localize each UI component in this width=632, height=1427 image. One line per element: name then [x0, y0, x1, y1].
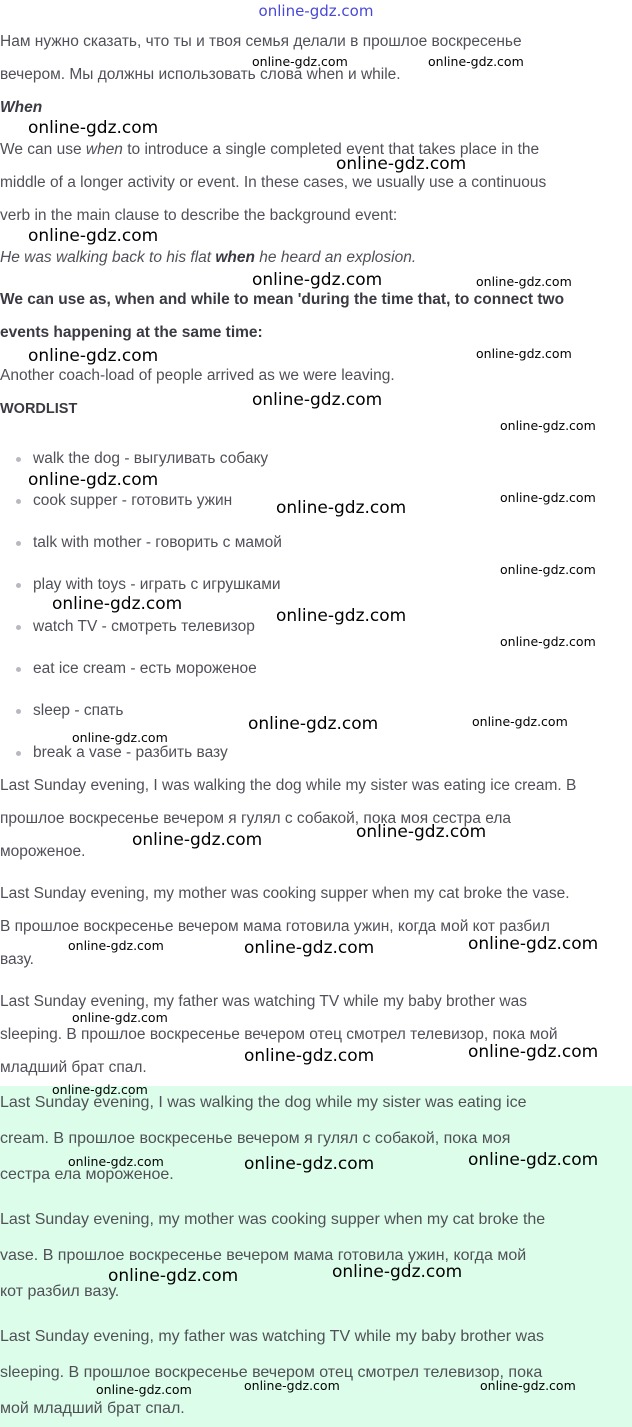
- watermark: online-gdz.com: [252, 270, 383, 290]
- site-header[interactable]: online-gdz.com: [258, 2, 374, 20]
- watermark: online-gdz.com: [472, 714, 568, 729]
- watermark: online-gdz.com: [500, 634, 596, 649]
- answer-3-line-2: sleeping. В прошлое воскресенье вечером отец смотрел телевизор, пока: [0, 1364, 543, 1381]
- intro-line-2: вечером. Мы должны использовать слова when и while.: [0, 66, 401, 83]
- watermark: online-gdz.com: [244, 1378, 340, 1393]
- watermark: online-gdz.com: [108, 1266, 239, 1286]
- watermark: online-gdz.com: [28, 346, 159, 366]
- wordlist-item: play with toys - играть с игрушками: [33, 576, 281, 593]
- wordlist-item: sleep - спать: [33, 702, 124, 719]
- answer-1-line-2: cream. В прошлое воскресенье вечером я гулял с собакой, пока моя: [0, 1130, 511, 1147]
- grammar-paragraph-1-line-1: We can use when to introduce a single completed event that takes place in the: [0, 141, 540, 158]
- sentence-1-line-3: мороженое.: [0, 843, 86, 860]
- wordlist-item: cook supper - готовить ужин: [33, 492, 233, 509]
- watermark: online-gdz.com: [428, 54, 524, 69]
- bullet-icon: [16, 709, 21, 714]
- wordlist-item: break a vase - разбить вазу: [33, 744, 228, 761]
- watermark: online-gdz.com: [468, 934, 599, 954]
- watermark: online-gdz.com: [28, 470, 159, 490]
- bullet-icon: [16, 751, 21, 756]
- watermark: online-gdz.com: [68, 1154, 164, 1169]
- watermark: online-gdz.com: [476, 346, 572, 361]
- sentence-3-line-3: младший брат спал.: [0, 1059, 147, 1076]
- answer-1-line-1: Last Sunday evening, I was walking the dog while my sister was eating ice: [0, 1094, 527, 1111]
- watermark: online-gdz.com: [252, 390, 383, 410]
- bullet-icon: [16, 457, 21, 462]
- grammar-paragraph-1-line-3: verb in the main clause to describe the background event:: [0, 207, 398, 224]
- wordlist-item: walk the dog - выгуливать собаку: [33, 450, 269, 467]
- answer-2-line-2: vase. В прошлое воскресенье вечером мама готовила ужин, когда мой: [0, 1247, 527, 1264]
- watermark: online-gdz.com: [244, 938, 375, 958]
- watermark: online-gdz.com: [356, 822, 487, 842]
- wordlist-item: talk with mother - говорить с мамой: [33, 534, 282, 551]
- sentence-2-line-1: Last Sunday evening, my mother was cooking supper when my cat broke the vase.: [0, 885, 570, 902]
- watermark: online-gdz.com: [28, 226, 159, 246]
- wordlist-item: eat ice cream - есть мороженое: [33, 660, 257, 677]
- answer-2-line-1: Last Sunday evening, my mother was cooking supper when my cat broke the: [0, 1211, 546, 1228]
- watermark: online-gdz.com: [332, 1262, 463, 1282]
- watermark: online-gdz.com: [68, 938, 164, 953]
- watermark: online-gdz.com: [96, 1382, 192, 1397]
- watermark: online-gdz.com: [476, 274, 572, 289]
- sentence-2-line-3: вазу.: [0, 951, 34, 968]
- watermark: online-gdz.com: [480, 1378, 576, 1393]
- answer-3-line-1: Last Sunday evening, my father was watching TV while my baby brother was: [0, 1328, 544, 1345]
- bullet-icon: [16, 499, 21, 504]
- watermark: online-gdz.com: [28, 118, 159, 138]
- watermark: online-gdz.com: [244, 1154, 375, 1174]
- watermark: online-gdz.com: [276, 606, 407, 626]
- watermark: online-gdz.com: [500, 490, 596, 505]
- grammar-example-1: He was walking back to his flat when he heard an explosion.: [0, 249, 417, 266]
- watermark: online-gdz.com: [72, 730, 168, 745]
- watermark: online-gdz.com: [276, 498, 407, 518]
- wordlist-item: watch TV - смотреть телевизор: [33, 618, 255, 635]
- watermark: online-gdz.com: [468, 1150, 599, 1170]
- answer-1-line-3: сестра ела мороженое.: [0, 1166, 174, 1183]
- grammar-paragraph-2-line-2: events happening at the same time:: [0, 324, 263, 341]
- answer-3-line-3: мой младший брат спал.: [0, 1400, 185, 1417]
- sentence-2-line-2: В прошлое воскресенье вечером мама готовила ужин, когда мой кот разбил: [0, 918, 550, 935]
- watermark: online-gdz.com: [72, 1010, 168, 1025]
- bullet-icon: [16, 583, 21, 588]
- grammar-example-2: Another coach-load of people arrived as we were leaving.: [0, 367, 395, 384]
- watermark: online-gdz.com: [468, 1042, 599, 1062]
- watermark: online-gdz.com: [52, 1082, 148, 1097]
- sentence-1-line-1: Last Sunday evening, I was walking the dog while my sister was eating ice cream. В: [0, 777, 577, 794]
- watermark: online-gdz.com: [252, 54, 348, 69]
- watermark: online-gdz.com: [500, 418, 596, 433]
- wordlist-title: WORDLIST: [0, 401, 78, 417]
- watermark: online-gdz.com: [52, 594, 183, 614]
- answer-2-line-3: кот разбил вазу.: [0, 1283, 120, 1300]
- sentence-3-line-1: Last Sunday evening, my father was watching TV while my baby brother was: [0, 993, 527, 1010]
- watermark: online-gdz.com: [500, 562, 596, 577]
- section-heading-when: When: [0, 99, 43, 116]
- sentence-1-line-2: прошлое воскресенье вечером я гулял с собакой, пока моя сестра ела: [0, 810, 512, 827]
- grammar-paragraph-2-line-1: We can use as, when and while to mean 'during the time that, to connect two: [0, 291, 565, 308]
- watermark: online-gdz.com: [132, 830, 263, 850]
- watermark: online-gdz.com: [248, 714, 379, 734]
- watermark: online-gdz.com: [244, 1046, 375, 1066]
- intro-line-1: Нам нужно сказать, что ты и твоя семья делали в прошлое воскресенье: [0, 33, 522, 50]
- bullet-icon: [16, 541, 21, 546]
- bullet-icon: [16, 625, 21, 630]
- watermark: online-gdz.com: [336, 154, 467, 174]
- bullet-icon: [16, 667, 21, 672]
- sentence-3-line-2: sleeping. В прошлое воскресенье вечером отец смотрел телевизор, пока мой: [0, 1026, 558, 1043]
- grammar-paragraph-1-line-2: middle of a longer activity or event. In these cases, we usually use a continuous: [0, 174, 547, 191]
